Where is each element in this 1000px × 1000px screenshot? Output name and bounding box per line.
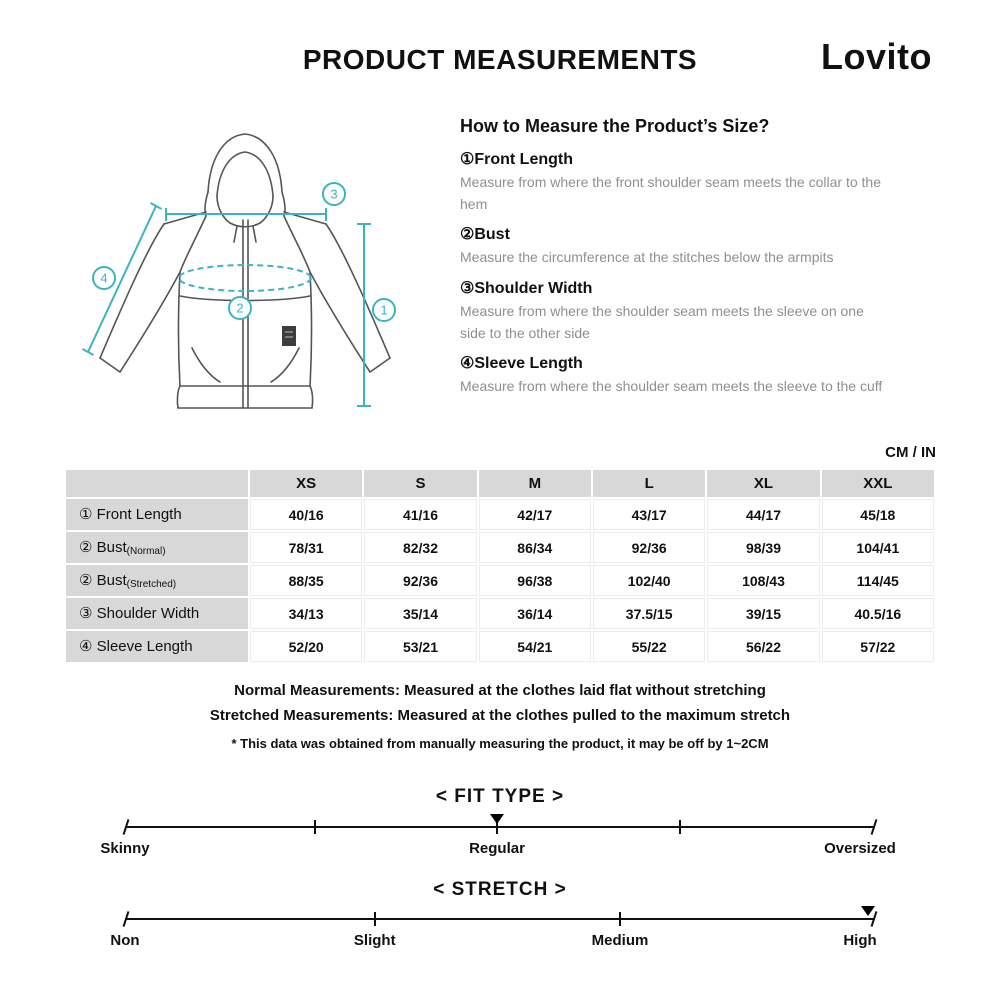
step-name: Bust bbox=[474, 226, 510, 244]
step-number: ① bbox=[460, 151, 475, 168]
stretch-label-non: Non bbox=[110, 932, 140, 949]
brand-tag bbox=[282, 326, 296, 346]
table-row bbox=[66, 532, 934, 563]
scale-tick bbox=[871, 819, 878, 835]
fit-label-oversized: Oversized bbox=[824, 840, 896, 857]
measurement-cell: 36/14 bbox=[479, 598, 591, 629]
measurement-notes bbox=[0, 678, 1000, 728]
measurement-cell: 40.5/16 bbox=[822, 598, 934, 629]
step-number: ② bbox=[460, 226, 475, 244]
measurement-cell: 39/15 bbox=[707, 598, 819, 629]
normal-note: Normal Measurements: Measured at the clothes laid flat without stretching bbox=[234, 682, 766, 699]
fit-type-scale bbox=[125, 826, 875, 828]
measurement-cell: 45/18 bbox=[822, 499, 934, 530]
measurement-cell: 34/13 bbox=[250, 598, 362, 629]
size-column-header: XXL bbox=[822, 470, 934, 497]
measurement-cell: 44/17 bbox=[707, 499, 819, 530]
stretched-note: Stretched Measurements: Measured at the clothes pulled to the maximum stretch bbox=[209, 707, 791, 724]
scale-tick bbox=[123, 911, 130, 927]
measure-step bbox=[460, 224, 945, 269]
scale-tick bbox=[679, 820, 681, 834]
step-title bbox=[460, 278, 945, 298]
measurement-cell: 37.5/15 bbox=[593, 598, 705, 629]
row-label: ② Bust$_{(Normal)}$ bbox=[66, 532, 248, 563]
svg-text:2: 2 bbox=[236, 300, 244, 316]
stretch-label-medium: Medium bbox=[591, 932, 649, 949]
measurement-cell: 102/40 bbox=[593, 565, 705, 596]
measurement-cell: 78/31 bbox=[250, 532, 362, 563]
fit-label-regular: Regular bbox=[469, 840, 525, 857]
measurement-cell: 98/39 bbox=[707, 532, 819, 563]
measurement-cell: 52/20 bbox=[250, 631, 362, 662]
step-desc: Measure from where the shoulder seam meets the sleeve on one side to the other side bbox=[460, 303, 864, 341]
measurement-cell: 35/14 bbox=[364, 598, 476, 629]
brand-logo: Lovito bbox=[821, 36, 932, 77]
step-number: ③ bbox=[460, 280, 475, 298]
page-title: PRODUCT MEASUREMENTS bbox=[302, 44, 698, 75]
measurement-cell: 114/45 bbox=[822, 565, 934, 596]
size-column-header: M bbox=[479, 470, 591, 497]
row-label: ③ Shoulder Width bbox=[66, 598, 248, 629]
stretch-title: < STRETCH > bbox=[433, 879, 567, 900]
scale-tick bbox=[374, 912, 376, 926]
how-to-section bbox=[460, 116, 945, 404]
callout-shoulder-width bbox=[323, 183, 345, 205]
measure-step bbox=[460, 353, 945, 398]
size-column-header: XS bbox=[250, 470, 362, 497]
table-row bbox=[66, 499, 934, 530]
scale-tick bbox=[314, 820, 316, 834]
step-desc: Measure the circumference at the stitches below the armpits bbox=[460, 249, 834, 266]
measurement-cell: 86/34 bbox=[479, 532, 591, 563]
step-title bbox=[460, 149, 945, 169]
stretch-marker bbox=[861, 906, 875, 916]
step-name: Shoulder Width bbox=[474, 280, 593, 298]
stretch-label-high: High bbox=[843, 932, 877, 949]
units-label: CM / IN bbox=[885, 444, 936, 461]
hoodie-outline bbox=[100, 134, 390, 408]
garment-measurement-diagram bbox=[58, 118, 448, 448]
fit-type-title: < FIT TYPE > bbox=[435, 786, 565, 807]
step-number: ④ bbox=[460, 355, 475, 373]
measurement-cell: 40/16 bbox=[250, 499, 362, 530]
fit-type-marker bbox=[490, 814, 504, 824]
fit-type-labels bbox=[100, 840, 896, 858]
measurement-cell: 57/22 bbox=[822, 631, 934, 662]
step-name: Front Length bbox=[474, 151, 573, 168]
measurement-cell: 82/32 bbox=[364, 532, 476, 563]
callout-sleeve-length bbox=[93, 267, 115, 289]
step-title bbox=[460, 224, 945, 244]
svg-text:4: 4 bbox=[100, 270, 108, 286]
size-column-header: XL bbox=[707, 470, 819, 497]
fit-label-skinny: Skinny bbox=[100, 840, 150, 857]
measurement-cell: 42/17 bbox=[479, 499, 591, 530]
measurement-cell: 41/16 bbox=[364, 499, 476, 530]
stretch-scale bbox=[125, 918, 875, 920]
corner-cell bbox=[66, 470, 248, 497]
size-column-header: L bbox=[593, 470, 705, 497]
disclaimer-note: * This data was obtained from manually measuring the product, it may be off by 1~2CM bbox=[231, 736, 769, 751]
measurement-cell: 53/21 bbox=[364, 631, 476, 662]
callout-bust bbox=[229, 297, 251, 319]
measurement-cell: 55/22 bbox=[593, 631, 705, 662]
size-table bbox=[64, 468, 936, 664]
measurement-cell: 96/38 bbox=[479, 565, 591, 596]
table-row bbox=[66, 598, 934, 629]
bust-line bbox=[179, 265, 311, 291]
stretch-label-slight: Slight bbox=[353, 932, 396, 949]
row-label: ① Front Length bbox=[66, 499, 248, 530]
table-row bbox=[66, 565, 934, 596]
measurement-cell: 92/36 bbox=[593, 532, 705, 563]
svg-text:1: 1 bbox=[380, 302, 388, 318]
callout-front-length bbox=[373, 299, 395, 321]
scale-tick bbox=[123, 819, 130, 835]
measurement-cell: 104/41 bbox=[822, 532, 934, 563]
step-name: Sleeve Length bbox=[474, 355, 583, 373]
step-title bbox=[460, 353, 945, 373]
measure-step bbox=[460, 149, 945, 215]
size-table-header-row bbox=[66, 470, 934, 497]
row-label: ② Bust$_{(Stretched)}$ bbox=[66, 565, 248, 596]
measurement-cell: 54/21 bbox=[479, 631, 591, 662]
step-desc: Measure from where the front shoulder seam meets the collar to the hem bbox=[460, 174, 881, 212]
stretch-labels bbox=[110, 932, 877, 950]
row-label: ④ Sleeve Length bbox=[66, 631, 248, 662]
measurement-cell: 56/22 bbox=[707, 631, 819, 662]
measurement-cell: 43/17 bbox=[593, 499, 705, 530]
measure-step bbox=[460, 278, 945, 344]
size-column-header: S bbox=[364, 470, 476, 497]
scale-tick bbox=[619, 912, 621, 926]
table-row bbox=[66, 631, 934, 662]
svg-text:3: 3 bbox=[330, 186, 338, 202]
measurement-cell: 92/36 bbox=[364, 565, 476, 596]
step-desc: Measure from where the shoulder seam meets the sleeve to the cuff bbox=[460, 378, 883, 395]
how-to-title: How to Measure the Product’s Size? bbox=[460, 116, 770, 136]
measurement-cell: 108/43 bbox=[707, 565, 819, 596]
measurement-cell: 88/35 bbox=[250, 565, 362, 596]
